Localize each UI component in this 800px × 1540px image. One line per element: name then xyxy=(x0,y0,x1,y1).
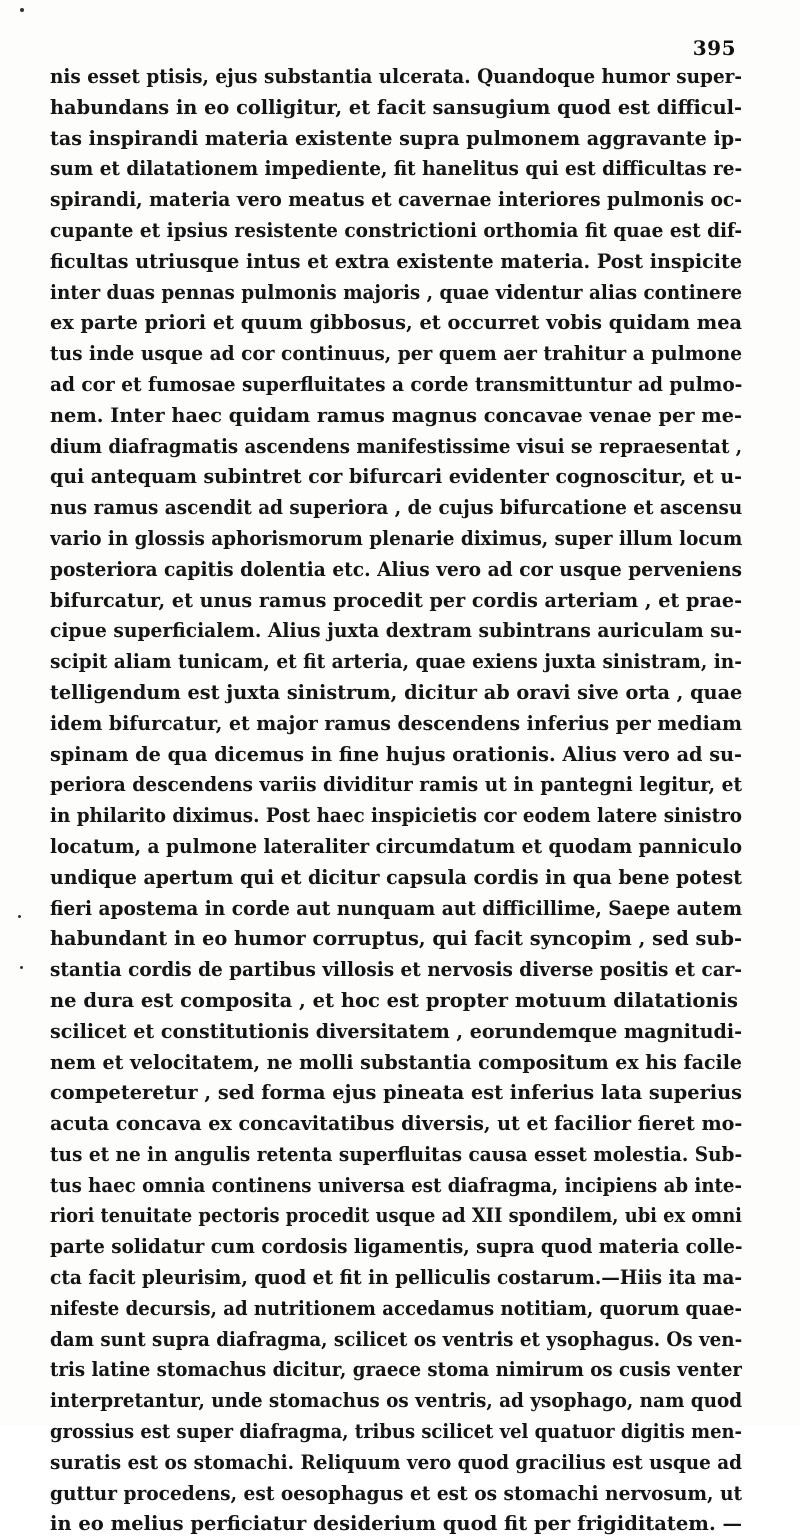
text-line: idem bifurcatur, et major ramus descendens inferius per mediam xyxy=(50,711,742,735)
text-line: habundans in eo colligitur, et facit sansugium quod est difficul- xyxy=(50,95,742,119)
text-line: nis esset ptisis, ejus substantia ulcerata. Quandoque humor super- xyxy=(50,65,743,88)
text-line: stantia cordis de partibus villosis et nervosis diverse positis et car- xyxy=(50,958,743,982)
text-line: in eo melius perficiatur desiderium quod fit per frigiditatem. — xyxy=(50,1512,742,1536)
text-line: ficultas utriusque intus et extra existente materia. Post inspicite xyxy=(50,249,743,273)
text-line: dium diafragmatis ascendens manifestissime visui se repraesentat , xyxy=(50,434,743,458)
page-number: 395 xyxy=(692,36,736,60)
text-line: undique apertum qui et dicitur capsula cordis in qua bene potest xyxy=(50,865,743,889)
text-line: grossius est super diafragma, tribus scilicet vel quatuor digitis men- xyxy=(50,1420,742,1444)
text-line: interpretantur, unde stomachus os ventris, ad ysophago, nam quod xyxy=(50,1389,743,1413)
text-line: parte solidatur cum cordosis ligamentis, supra quod materia colle- xyxy=(50,1235,743,1259)
print-speck xyxy=(20,8,24,12)
print-speck xyxy=(20,966,23,969)
text-line: qui antequam subintret cor bifurcari evidenter cognoscitur, et u- xyxy=(50,465,742,489)
text-line: spinam de qua dicemus in fine hujus orationis. Alius vero ad su- xyxy=(50,742,743,766)
print-speck xyxy=(18,915,21,918)
text-line: riori tenuitate pectoris procedit usque ad XII spondilem, ubi ex omni xyxy=(50,1204,742,1228)
text-line: scilicet et constitutionis diversitatem , eorundemque magnitudi- xyxy=(50,1019,742,1043)
text-line: posteriora capitis dolentia etc. Alius vero ad cor usque perveniens xyxy=(50,557,743,581)
text-line: tus et ne in angulis retenta superfluitas causa esset molestia. Sub- xyxy=(50,1142,742,1166)
text-line: fieri apostema in corde aut nunquam aut difficillime, Saepe autem xyxy=(50,896,742,920)
text-line: tris latine stomachus dicitur, graece stoma nimirum os cusis venter xyxy=(50,1358,742,1382)
text-line: guttur procedens, est oesophagus et est os stomachi nervosum, ut xyxy=(50,1481,743,1505)
text-line: ex parte priori et quum gibbosus, et occurret vobis quidam mea xyxy=(50,311,743,335)
text-line: scipit aliam tunicam, et fit arteria, quae exiens juxta sinistram, in- xyxy=(50,650,742,674)
text-line: telligendum est juxta sinistrum, dicitur ab oravi sive orta , quae xyxy=(50,680,743,704)
text-line: suratis est os stomachi. Reliquum vero quod gracilius est usque ad xyxy=(50,1450,743,1474)
text-line: nifeste decursis, ad nutritionem accedamus notitiam, quorum quae- xyxy=(50,1296,743,1320)
text-line: habundant in eo humor corruptus, qui facit syncopim , sed sub- xyxy=(50,927,742,951)
text-line: nem. Inter haec quidam ramus magnus concavae venae per me- xyxy=(50,403,743,427)
text-line: cupante et ipsius resistente constrictioni orthomia fit quae est dif- xyxy=(50,218,742,242)
text-line: ne dura est composita , et hoc est propter motuum dilatationis xyxy=(50,988,739,1012)
text-line: periora descendens variis dividitur ramis ut in pantegni legitur, et xyxy=(50,773,743,797)
text-line: dam sunt supra diafragma, scilicet os ventris et ysophagus. Os ven- xyxy=(50,1327,743,1351)
text-line: nus ramus ascendit ad superiora , de cujus bifurcatione et ascensu xyxy=(50,496,743,520)
text-line: competeretur , sed forma ejus pineata est inferius lata superius xyxy=(50,1081,743,1105)
text-line: sum et dilatationem impediente, fit hanelitus qui est difficultas re- xyxy=(50,157,743,181)
body-text xyxy=(50,62,742,1540)
text-line: vario in glossis aphorismorum plenarie diximus, super illum locum xyxy=(50,526,743,550)
text-line: nem et velocitatem, ne molli substantia compositum ex his facile xyxy=(50,1050,742,1074)
text-line: ad cor et fumosae superfluitates a corde transmittuntur ad pulmo- xyxy=(50,372,742,396)
text-line: inter duas pennas pulmonis majoris , quae videntur alias continere xyxy=(50,280,743,304)
text-line: cta facit pleurisim, quod et fit in pelliculis costarum.—Hiis ita ma- xyxy=(50,1266,743,1290)
text-line: tas inspirandi materia existente supra pulmonem aggravante ip- xyxy=(50,126,743,150)
text-line: acuta concava ex concavitatibus diversis, ut et facilior fieret mo- xyxy=(50,1112,743,1136)
text-line: locatum, a pulmone lateraliter circumdatum et quodam panniculo xyxy=(50,834,743,858)
text-line: tus inde usque ad cor continuus, per quem aer trahitur a pulmone xyxy=(50,342,743,366)
text-line: cipue superficialem. Alius juxta dextram subintrans auriculam su- xyxy=(50,619,742,643)
text-line: spirandi, materia vero meatus et cavernae interiores pulmonis oc- xyxy=(50,188,742,212)
text-line: in philarito diximus. Post haec inspicietis cor eodem latere sinistro xyxy=(50,804,742,828)
text-line: tus haec omnia continens universa est diafragma, incipiens ab inte- xyxy=(50,1173,743,1197)
text-line: bifurcatur, et unus ramus procedit per cordis arteriam , et prae- xyxy=(50,588,743,612)
